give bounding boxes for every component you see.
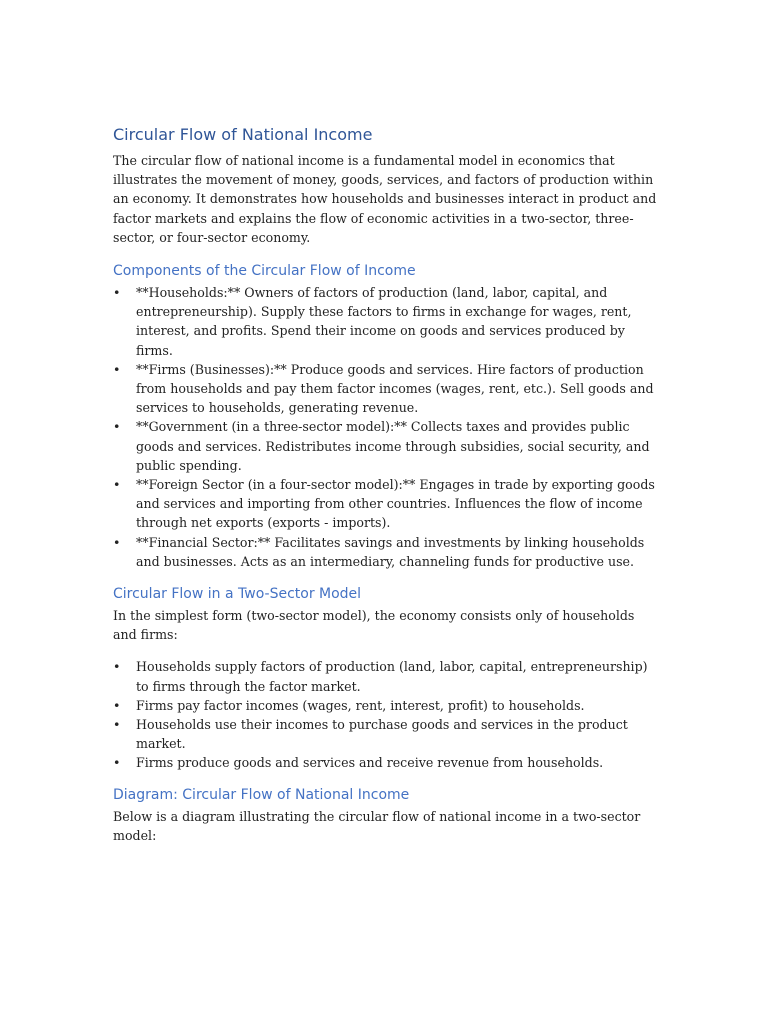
list-item bbox=[113, 715, 658, 753]
bullet-icon: • bbox=[113, 659, 121, 675]
bullet-icon: • bbox=[113, 419, 121, 435]
components-list bbox=[113, 283, 658, 571]
two-sector-list bbox=[113, 657, 658, 772]
list-item-text: Households use their incomes to purchase goods and services in the product market. bbox=[136, 717, 628, 752]
list-item-text: **Firms (Businesses):** Produce goods and services. Hire factors of production from households and pay them factor incomes (wages, rent, etc.). Sell goods and services to households, generating revenue. bbox=[136, 361, 654, 416]
list-item bbox=[113, 360, 658, 418]
bullet-icon: • bbox=[113, 361, 121, 377]
bullet-icon: • bbox=[113, 285, 121, 301]
list-item bbox=[113, 696, 658, 715]
bullet-icon: • bbox=[113, 477, 121, 493]
document-title: Circular Flow of National Income bbox=[113, 125, 373, 144]
diagram-heading: Diagram: Circular Flow of National Income bbox=[113, 786, 410, 803]
two-sector-intro: In the simplest form (two-sector model), the economy consists only of households and firms: bbox=[113, 608, 635, 643]
list-item-text: **Government (in a three-sector model):** Collects taxes and provides public goods and services. Redistributes income through subsidies, social security, and public spending. bbox=[136, 419, 650, 473]
list-item bbox=[113, 417, 658, 475]
list-item-text: Firms produce goods and services and receive revenue from households. bbox=[136, 755, 604, 771]
list-item bbox=[113, 475, 658, 533]
intro-paragraph: The circular flow of national income is a fundamental model in economics that illustrates the movement of money, goods, services, and factors of production within an economy. It demonstrates how households and businesses interact in product and factor markets and explains the flow of economic activities in a two-sector, three-sector, or four-sector economy. bbox=[113, 153, 657, 245]
list-item bbox=[113, 283, 658, 360]
list-item bbox=[113, 533, 658, 571]
bullet-icon: • bbox=[113, 697, 121, 713]
list-item bbox=[113, 753, 658, 772]
diagram-intro: Below is a diagram illustrating the circular flow of national income in a two-sector model: bbox=[113, 808, 641, 843]
list-item-text: **Financial Sector:** Facilitates savings and investments by linking households and businesses. Acts as an intermediary, channeling funds for productive use. bbox=[136, 534, 645, 569]
bullet-icon: • bbox=[113, 755, 121, 771]
bullet-icon: • bbox=[113, 717, 121, 733]
list-item bbox=[113, 657, 658, 695]
document-page bbox=[113, 124, 658, 845]
list-item-text: Firms pay factor incomes (wages, rent, interest, profit) to households. bbox=[136, 697, 585, 713]
two-sector-heading: Circular Flow in a Two-Sector Model bbox=[113, 586, 362, 603]
components-heading: Components of the Circular Flow of Income bbox=[113, 263, 416, 280]
list-item-text: **Foreign Sector (in a four-sector model):** Engages in trade by exporting goods and services and importing from other countries. Influences the flow of income through net exports (exports - imports). bbox=[136, 477, 655, 531]
list-item-text: **Households:** Owners of factors of production (land, labor, capital, and entrepreneurship). Supply these factors to firms in exchange for wages, rent, interest, and profits. Spend their income on goods and services produced by firms. bbox=[136, 285, 632, 358]
bullet-icon: • bbox=[113, 534, 121, 550]
list-item-text: Households supply factors of production (land, labor, capital, entrepreneurship) to firms through the factor market. bbox=[136, 659, 648, 694]
